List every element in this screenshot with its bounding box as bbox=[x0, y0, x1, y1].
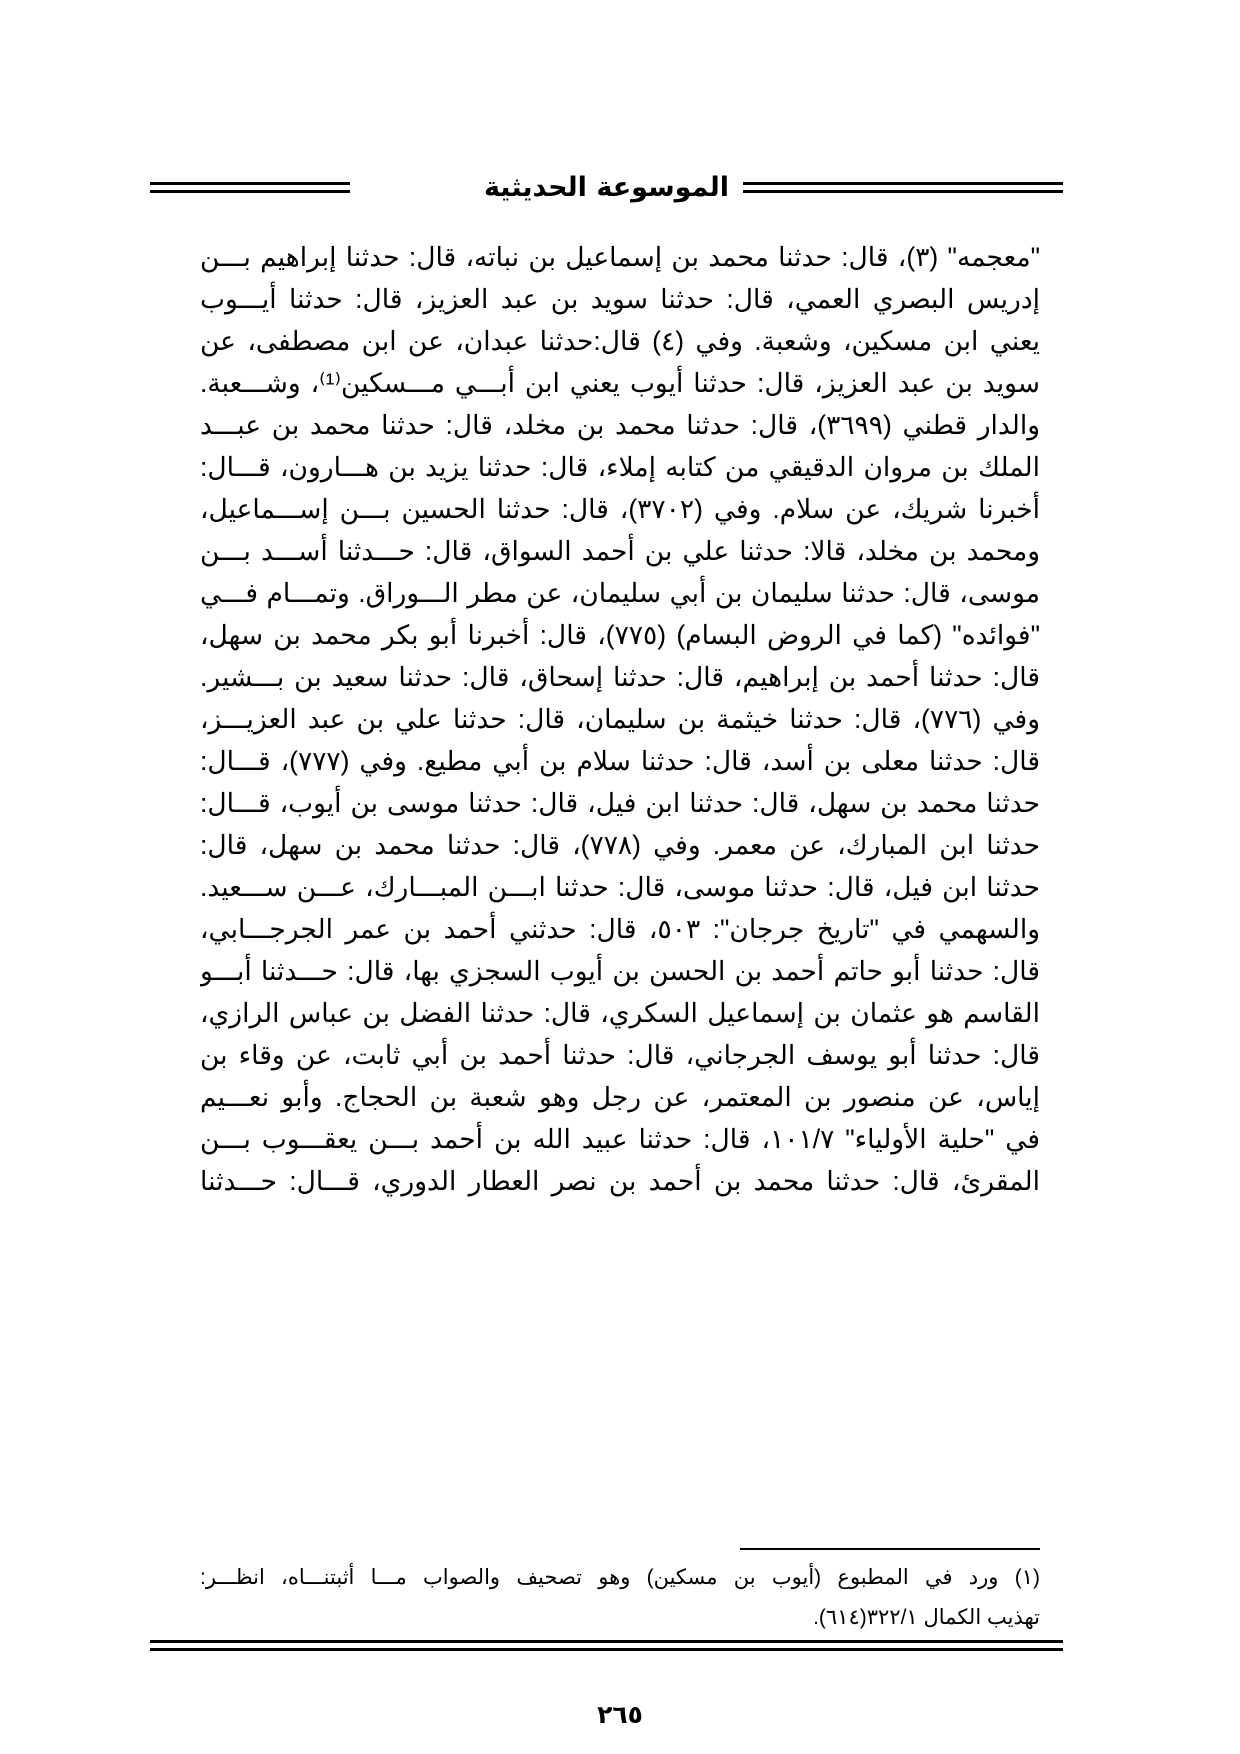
body-line: إياس، عن منصور بن المعتمر، عن رجل وهو شعبة بن الحجاج. وأبو نعـــيم bbox=[200, 1082, 1040, 1112]
body-line: المقرئ، قال: حدثنا محمد بن أحمد بن نصر العطار الدوري، قـــال: حـــدثنا bbox=[200, 1166, 1040, 1196]
body-line: والسهمي في "تاريخ جرجان": ٥٠٣، قال: حدثني أحمد بن عمر الجرجـــابي، bbox=[200, 914, 1040, 944]
body-line: قال: حدثنا أبو يوسف الجرجاني، قال: حدثنا أحمد بن أبي ثابت، عن وقاء بن bbox=[200, 1040, 1040, 1070]
running-header bbox=[150, 168, 1063, 212]
body-line: حدثنا ابن فيل، قال: حدثنا موسى، قال: حدثنا ابـــن المبـــارك، عـــن ســـعيد. bbox=[200, 872, 1040, 902]
footnote-line: تهذيب الكمال ٣٢٢/١(٦١٤). bbox=[813, 1606, 1040, 1629]
body-line: وفي (٧٧٦)، قال: حدثنا خيثمة بن سليمان، قال: حدثنا علي بن عبد العزيـــز، bbox=[200, 704, 1040, 734]
body-line: الملك بن مروان الدقيقي من كتابه إملاء، قال: حدثنا يزيد بن هـــارون، قـــال: bbox=[200, 452, 1040, 482]
body-line: قال: حدثنا أبو حاتم أحمد بن الحسن بن أيوب السجزي بها، قال: حـــدثنا أبـــو bbox=[200, 956, 1040, 986]
body-line: في "حلية الأولياء" ١٠١/٧، قال: حدثنا عبيد الله بن أحمد بـــن يعقـــوب بـــن bbox=[200, 1124, 1040, 1154]
body-line: والدار قطني (٣٦٩٩)، قال: حدثنا محمد بن مخلد، قال: حدثنا محمد بن عبـــد bbox=[200, 410, 1040, 440]
body-line: ومحمد بن مخلد، قالا: حدثنا علي بن أحمد السواق، قال: حـــدثنا أســـد بـــن bbox=[200, 536, 1040, 566]
body-line: حدثنا ابن المبارك، عن معمر. وفي (٧٧٨)، قال: حدثنا محمد بن سهل، قال: bbox=[200, 830, 1040, 860]
footer-rule-bottom bbox=[150, 1648, 1063, 1651]
footer-rule-top bbox=[150, 1640, 1063, 1643]
footnote-line: (١) ورد في المطبوع (أيوب بن مسكين) وهو تصحيف والصواب مـــا أثبتنـــاه، انظـــر: bbox=[200, 1566, 1040, 1589]
header-title bbox=[150, 168, 1063, 208]
body-line: "معجمه" (٣)، قال: حدثنا محمد بن إسماعيل بن نباته، قال: حدثنا إبراهيم بـــن bbox=[200, 242, 1040, 272]
body-line: يعني ابن مسكين، وشعبة. وفي (٤) قال:حدثنا عبدان، عن ابن مصطفى، عن bbox=[200, 326, 1040, 356]
body-line: إدريس البصري العمي، قال: حدثنا سويد بن عبد العزيز، قال: حدثنا أيـــوب bbox=[200, 284, 1040, 314]
footnote bbox=[200, 1558, 1040, 1638]
body-line: أخبرنا شريك، عن سلام. وفي (٣٧٠٢)، قال: حدثنا الحسين بـــن إســـماعيل، bbox=[200, 494, 1040, 524]
footnote-separator bbox=[740, 1548, 1040, 1550]
body-line: قال: حدثنا معلى بن أسد، قال: حدثنا سلام بن أبي مطيع. وفي (٧٧٧)، قـــال: bbox=[200, 746, 1040, 776]
page-number: ٢٦٥ bbox=[597, 1700, 643, 1729]
body-line: القاسم هو عثمان بن إسماعيل السكري، قال: حدثنا الفضل بن عباس الرازي، bbox=[200, 998, 1040, 1028]
body-text bbox=[200, 236, 1040, 1202]
body-line: قال: حدثنا أحمد بن إبراهيم، قال: حدثنا إسحاق، قال: حدثنا سعيد بن بـــشير. bbox=[200, 662, 1040, 692]
body-line: سويد بن عبد العزيز، قال: حدثنا أيوب يعني ابن أبـــي مـــسكين⁽¹⁾، وشـــعبة. bbox=[200, 368, 1040, 398]
body-line: موسى، قال: حدثنا سليمان بن أبي سليمان، عن مطر الـــوراق. وتمـــام فـــي bbox=[200, 578, 1040, 608]
body-line: "فوائده" (كما في الروض البسام) (٧٧٥)، قال: أخبرنا أبو بكر محمد بن سهل، bbox=[200, 620, 1040, 650]
body-line: حدثنا محمد بن سهل، قال: حدثنا ابن فيل، قال: حدثنا موسى بن أيوب، قـــال: bbox=[200, 788, 1040, 818]
header-title-text: الموسوعة الحديثية bbox=[470, 172, 743, 203]
